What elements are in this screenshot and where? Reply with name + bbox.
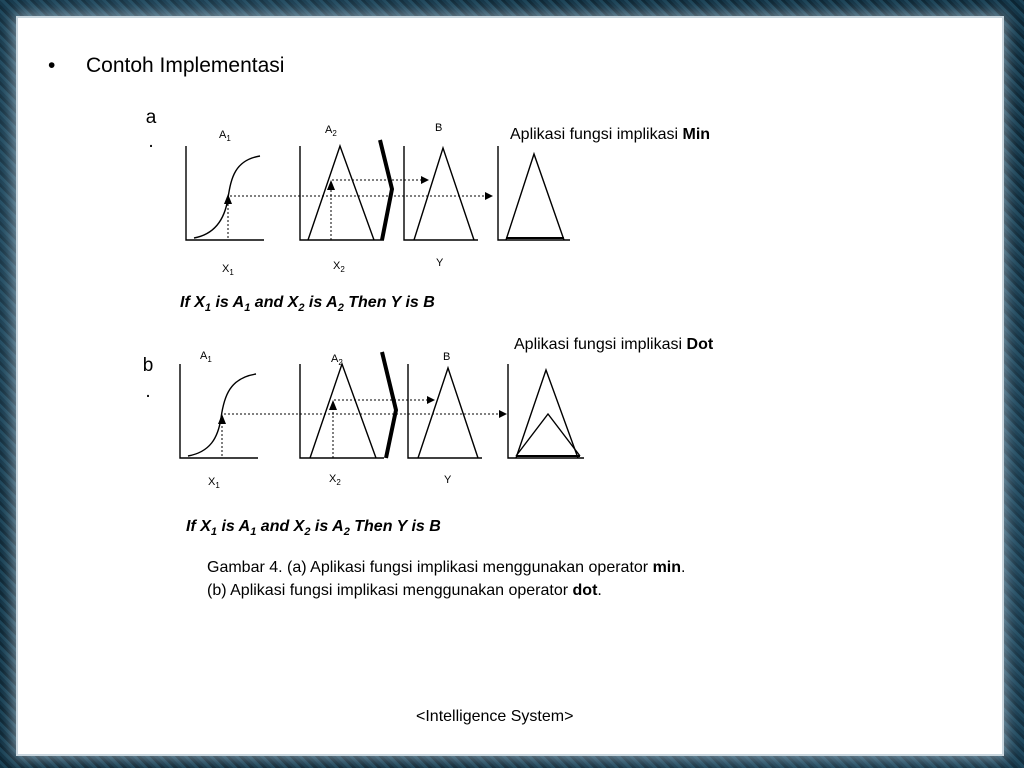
- part-a-graphs: [186, 140, 570, 240]
- part-b-rule: If $X_1$ is $A_1$ and $X_2$ is $A_2$ Then Y is B: [186, 518, 441, 539]
- part-a-min-bracket: [380, 140, 392, 240]
- part-b-bracket: [382, 352, 396, 458]
- part-b-b-label: B: [443, 351, 451, 363]
- part-a-a1-graph: [186, 146, 264, 240]
- part-b-a2-graph: [300, 364, 384, 458]
- part-a-x2-label: $X_2$: [333, 260, 345, 275]
- part-b-a2-label: $A_2$: [331, 353, 343, 368]
- part-a-b-axes: [404, 146, 478, 240]
- part-b-implication-label: Aplikasi fungsi implikasi Dot: [514, 336, 714, 353]
- part-b-result-scaled-triangle: [516, 414, 580, 456]
- part-a-result-graph: [498, 146, 570, 240]
- part-a-a1-axes: [186, 146, 264, 240]
- part-b-result-graph: [508, 364, 584, 458]
- part-b-a1-graph: [180, 364, 258, 458]
- part-a-rule: If $X_1$ is $A_1$ and $X_2$ is $A_2$ Then Y is B: [180, 294, 435, 315]
- part-b-letter: b: [142, 355, 154, 376]
- part-a-a2-triangle: [308, 146, 374, 240]
- part-b-letter-dot: .: [145, 381, 151, 402]
- part-a-a2-graph: [300, 146, 384, 240]
- part-b-y-label: Y: [444, 474, 452, 486]
- part-b-b-triangle: [418, 368, 478, 458]
- part-b-a2-arrowhead: [329, 400, 337, 410]
- part-b-x2-label: $X_2$: [329, 473, 341, 488]
- part-b-a1-label: $A_1$: [200, 350, 212, 365]
- part-b-a1-axes: [180, 364, 258, 458]
- part-b-x1-label: $X_1$: [208, 476, 220, 491]
- part-b-b-graph: [408, 364, 482, 458]
- slide-heading: Contoh Implementasi: [86, 54, 285, 77]
- part-a-a2-label: $A_2$: [325, 124, 337, 139]
- part-a-letter: a: [145, 107, 157, 128]
- part-a-b-triangle: [414, 148, 474, 240]
- slide-footer: <Intelligence System>: [416, 708, 574, 725]
- part-a-a1-label: $A_1$: [219, 129, 231, 144]
- part-b-a2-triangle: [310, 364, 376, 458]
- part-b-a1-arrowhead: [218, 414, 226, 424]
- bullet-icon: •: [48, 54, 56, 77]
- part-a-implication-label: Aplikasi fungsi implikasi Min: [510, 126, 711, 143]
- part-a-x1-label: $X_1$: [222, 263, 234, 278]
- part-a-y-label: Y: [436, 257, 444, 269]
- part-a-b-label: B: [435, 122, 443, 134]
- part-a-letter-dot: .: [148, 131, 154, 152]
- figure-caption: Gambar 4. (a) Aplikasi fungsi implikasi menggunakan operator min. (b) Aplikasi fungsi implikasi menggunakan operator dot.: [207, 559, 686, 599]
- slide: [18, 18, 1002, 754]
- part-a-b-graph: [404, 146, 478, 240]
- part-b-graphs: [180, 352, 584, 458]
- part-a-result-triangle: [506, 154, 564, 240]
